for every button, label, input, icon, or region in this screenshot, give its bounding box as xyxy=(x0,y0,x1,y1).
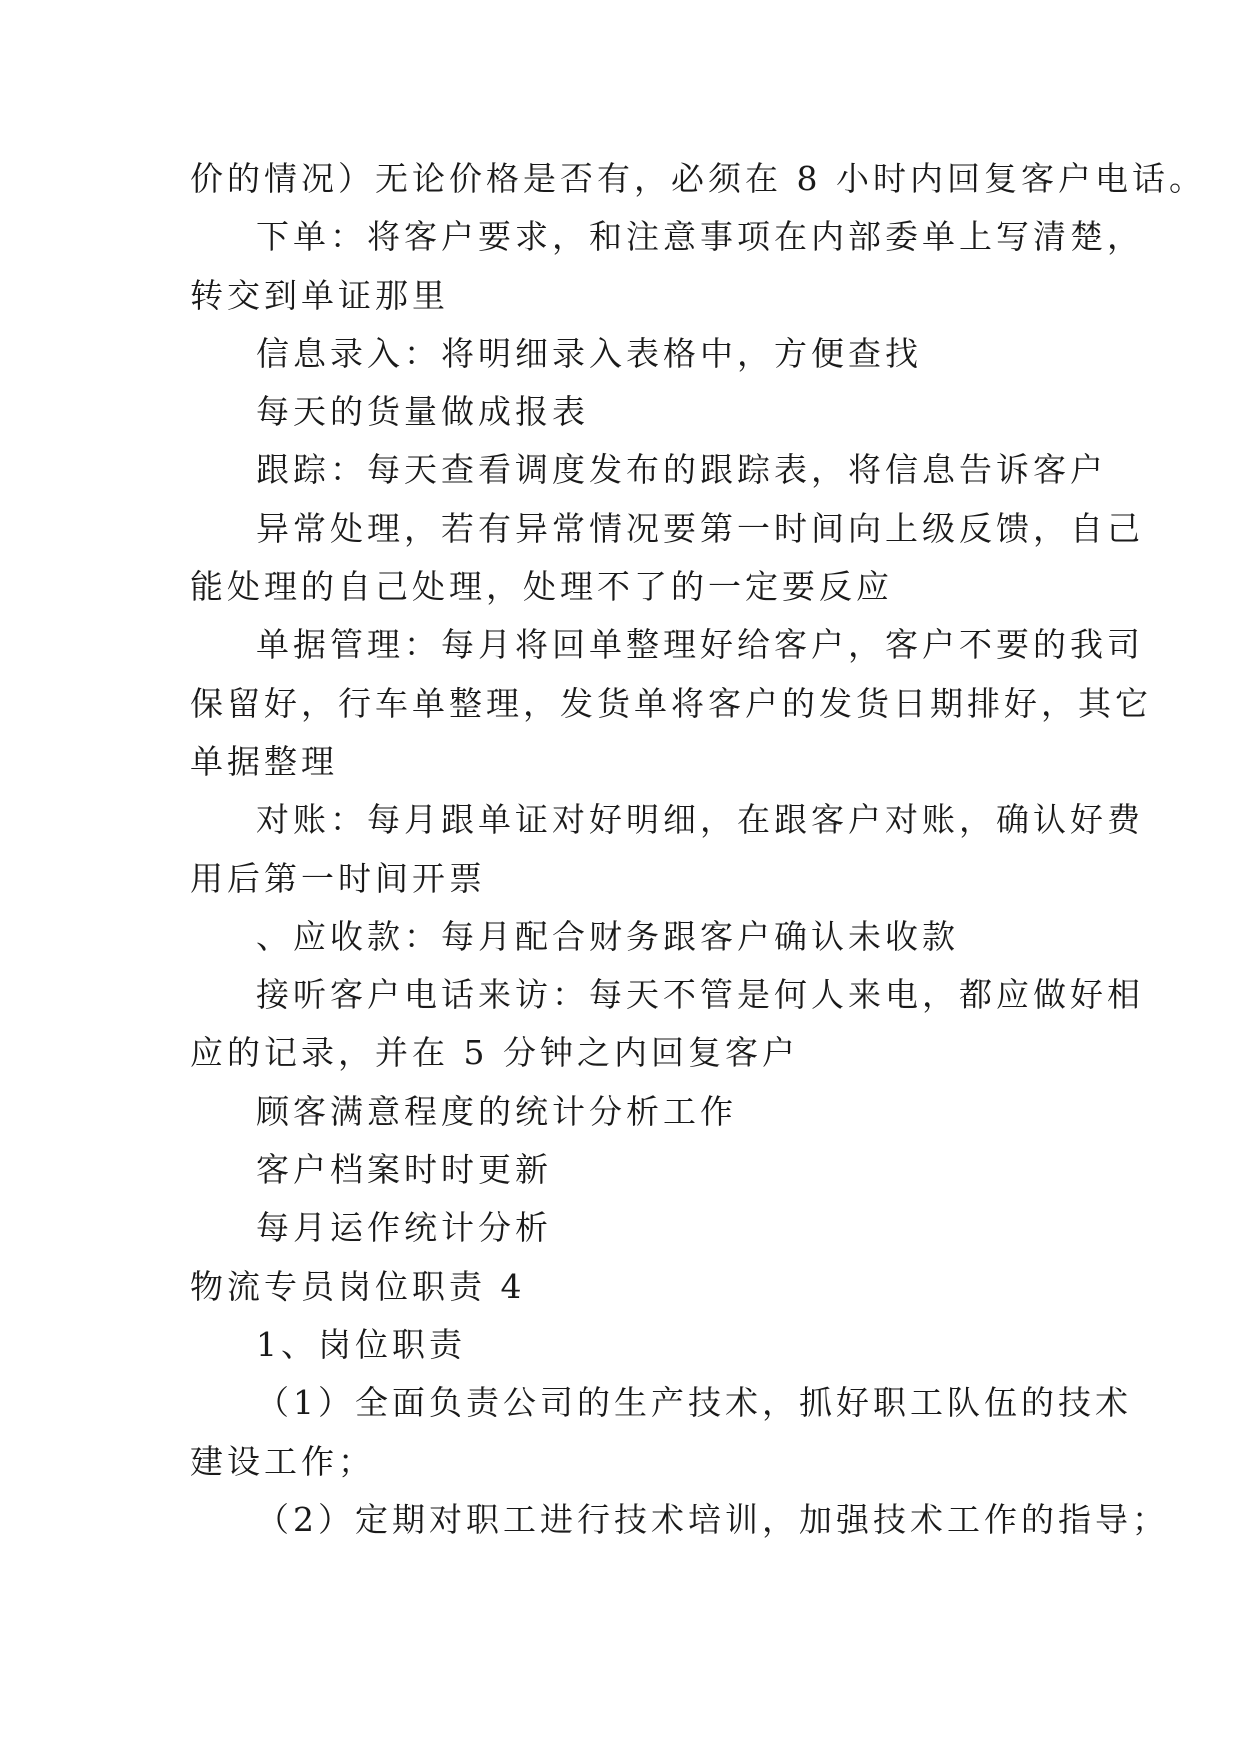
text-line: 、应收款：每月配合财务跟客户确认未收款 xyxy=(256,916,959,956)
text-line: 信息录入：将明细录入表格中，方便查找 xyxy=(256,333,922,373)
text-line: （1）全面负责公司的生产技术，抓好职工队伍的技术 xyxy=(256,1383,1132,1423)
document-body xyxy=(190,150,1206,1549)
text-line: 下单：将客户要求，和注意事项在内部委单上写清楚， xyxy=(256,217,1144,257)
text-line: 顾客满意程度的统计分析工作 xyxy=(256,1091,737,1131)
text-line: （2）定期对职工进行技术培训，加强技术工作的指导； xyxy=(256,1499,1169,1539)
text-line: 单据管理：每月将回单整理好给客户，客户不要的我司 xyxy=(256,625,1144,665)
text-line: 应的记录，并在 5 分钟之内回复客户 xyxy=(190,1033,799,1073)
text-line: 建设工作； xyxy=(190,1441,375,1481)
text-line: 转交到单证那里 xyxy=(190,275,449,315)
text-line: 用后第一时间开票 xyxy=(190,858,486,898)
text-line: 异常处理，若有异常情况要第一时间向上级反馈，自己 xyxy=(256,508,1144,548)
text-line: 能处理的自己处理，处理不了的一定要反应 xyxy=(190,567,893,607)
text-line: 对账：每月跟单证对好明细，在跟客户对账，确认好费 xyxy=(256,800,1144,840)
text-line: 1、岗位职责 xyxy=(256,1324,466,1364)
text-line: 保留好，行车单整理，发货单将客户的发货日期排好，其它 xyxy=(190,683,1152,723)
text-line: 价的情况）无论价格是否有，必须在 8 小时内回复客户电话。 xyxy=(190,159,1206,198)
text-line: 每月运作统计分析 xyxy=(256,1208,552,1248)
text-line: 单据整理 xyxy=(190,741,338,781)
text-line: 接听客户电话来访：每天不管是何人来电，都应做好相 xyxy=(256,975,1144,1015)
text-line: 客户档案时时更新 xyxy=(256,1150,552,1190)
text-line: 每天的货量做成报表 xyxy=(256,392,589,432)
text-line: 跟踪：每天查看调度发布的跟踪表，将信息告诉客户 xyxy=(256,450,1107,490)
section-heading: 物流专员岗位职责 4 xyxy=(190,1266,526,1306)
